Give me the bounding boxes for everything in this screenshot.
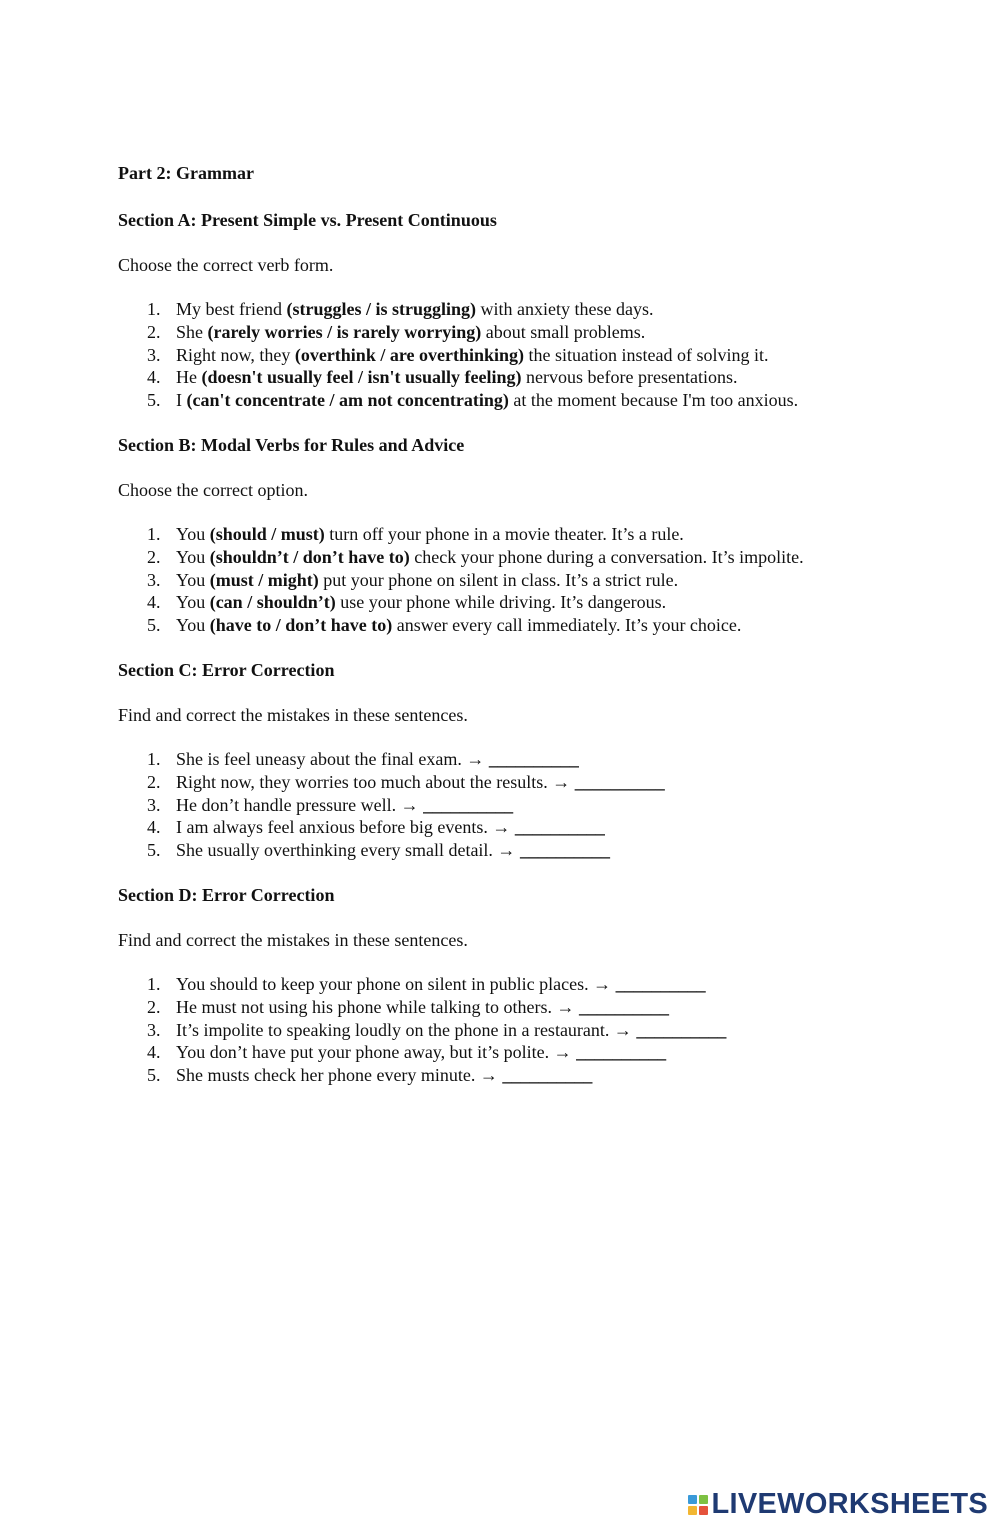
logo-square-4 (699, 1506, 708, 1515)
section-a-heading: Section A: Present Simple vs. Present Continuous (118, 210, 497, 230)
item-text-after: the situation instead of solving it. (524, 344, 769, 365)
item-text: He don’t handle pressure well. → (176, 794, 424, 815)
item-text: My best friend (176, 299, 287, 319)
item-text: Right now, they (176, 344, 295, 365)
list-item (118, 794, 898, 817)
item-number: 4. (147, 592, 161, 613)
item-number: 2. (147, 996, 161, 1017)
answer-blank[interactable]: __________ (615, 973, 706, 994)
logo-grid-icon (688, 1495, 708, 1515)
list-item (118, 614, 898, 637)
list-item (118, 816, 898, 839)
list-item (118, 996, 898, 1019)
item-number: 3. (147, 569, 161, 590)
item-text: She musts check her phone every minute. → (176, 1065, 503, 1086)
item-text: He must not using his phone while talking to others. → (176, 996, 579, 1017)
item-number: 5. (147, 615, 161, 636)
section-b-heading: Section B: Modal Verbs for Rules and Advice (118, 434, 465, 455)
item-text-after: at the moment because I'm too anxious. (508, 390, 799, 411)
item-text: You (176, 592, 210, 613)
item-number: 5. (147, 390, 161, 411)
section-b-instruction: Choose the correct option. (118, 479, 308, 500)
option-choices: (struggles / is struggling) (286, 299, 476, 319)
answer-blank[interactable]: __________ (576, 1042, 667, 1063)
item-text: You (176, 523, 210, 544)
option-choices: (can / shouldn’t) (209, 592, 336, 613)
item-number: 3. (147, 1019, 161, 1040)
item-number: 2. (147, 546, 161, 567)
answer-blank[interactable]: __________ (502, 1065, 593, 1086)
item-text: You (176, 615, 210, 636)
item-text: He (176, 367, 202, 388)
answer-blank[interactable]: __________ (488, 748, 579, 769)
item-text-after: nervous before presentations. (521, 367, 738, 388)
liveworksheets-logo (688, 1488, 989, 1521)
logo-square-3 (688, 1506, 697, 1515)
item-number: 1. (147, 523, 161, 544)
option-choices: (shouldn’t / don’t have to) (209, 546, 410, 567)
list-item (118, 298, 898, 321)
logo-square-2 (699, 1495, 708, 1504)
answer-blank[interactable]: __________ (423, 794, 514, 815)
list-item (118, 344, 898, 367)
item-text-after: check your phone during a conversation. It’s impolite. (409, 546, 804, 567)
section-a-instruction: Choose the correct verb form. (118, 255, 334, 275)
list-item (118, 569, 898, 592)
item-number: 4. (147, 367, 161, 388)
option-choices: (must / might) (209, 569, 319, 590)
answer-blank[interactable]: __________ (574, 771, 665, 792)
list-item (118, 591, 898, 614)
list-item (118, 748, 898, 771)
section-a-list (118, 298, 898, 412)
list-item (118, 973, 898, 996)
list-item (118, 546, 898, 569)
item-text: You (176, 569, 210, 590)
list-item (118, 1041, 898, 1064)
item-number: 3. (147, 344, 161, 365)
section-b-list (118, 523, 898, 637)
item-number: 1. (147, 299, 161, 319)
item-text: Right now, they worries too much about the results. → (176, 771, 575, 792)
part-title: Part 2: Grammar (118, 163, 254, 183)
answer-blank[interactable]: __________ (636, 1019, 727, 1040)
item-text: You don’t have put your phone away, but it’s polite. → (176, 1042, 577, 1063)
item-text-after: with anxiety these days. (476, 299, 654, 319)
item-text: She (176, 321, 208, 342)
list-item (118, 839, 898, 862)
item-text: I am always feel anxious before big events. → (176, 817, 515, 838)
item-text: You should to keep your phone on silent in public places. → (176, 973, 616, 994)
item-number: 2. (147, 321, 161, 342)
option-choices: (doesn't usually feel / isn't usually feeling) (201, 367, 522, 388)
list-item (118, 366, 898, 389)
answer-blank[interactable]: __________ (519, 840, 610, 861)
list-item (118, 321, 898, 344)
list-item (118, 1064, 898, 1087)
item-number: 3. (147, 794, 161, 815)
section-c-heading: Section C: Error Correction (118, 659, 335, 680)
list-item (118, 1019, 898, 1042)
item-text: It’s impolite to speaking loudly on the phone in a restaurant. → (176, 1019, 637, 1040)
logo-square-1 (688, 1495, 697, 1504)
item-number: 4. (147, 1042, 161, 1063)
item-text-after: use your phone while driving. It’s dangerous. (335, 592, 667, 613)
item-text: She usually overthinking every small detail. → (176, 840, 520, 861)
worksheet-page (118, 162, 898, 1109)
section-d-instruction: Find and correct the mistakes in these sentences. (118, 929, 468, 950)
option-choices: (have to / don’t have to) (209, 615, 393, 636)
item-text-after: answer every call immediately. It’s your choice. (392, 615, 742, 636)
item-text-after: turn off your phone in a movie theater. It’s a rule. (324, 523, 684, 544)
item-number: 1. (147, 748, 161, 769)
section-c-list (118, 748, 898, 862)
option-choices: (should / must) (209, 523, 325, 544)
option-choices: (can't concentrate / am not concentrating) (186, 390, 509, 411)
option-choices: (rarely worries / is rarely worrying) (207, 321, 482, 342)
item-number: 5. (147, 840, 161, 861)
list-item (118, 771, 898, 794)
item-number: 2. (147, 771, 161, 792)
item-text: I (176, 390, 187, 411)
item-text: She is feel uneasy about the final exam. → (176, 748, 489, 769)
option-choices: (overthink / are overthinking) (294, 344, 524, 365)
item-text-after: about small problems. (481, 321, 646, 342)
item-text: You (176, 546, 210, 567)
item-number: 1. (147, 973, 161, 994)
section-d-list (118, 973, 898, 1087)
answer-blank[interactable]: __________ (514, 817, 605, 838)
section-d-heading: Section D: Error Correction (118, 884, 335, 905)
item-text-after: put your phone on silent in class. It’s a strict rule. (318, 569, 679, 590)
list-item (118, 389, 898, 412)
list-item (118, 523, 898, 546)
item-number: 5. (147, 1065, 161, 1086)
sections-container (118, 209, 898, 1087)
answer-blank[interactable]: __________ (578, 996, 669, 1017)
section-c-instruction: Find and correct the mistakes in these sentences. (118, 704, 468, 725)
item-number: 4. (147, 817, 161, 838)
logo-text: LIVEWORKSHEETS (711, 1488, 988, 1520)
